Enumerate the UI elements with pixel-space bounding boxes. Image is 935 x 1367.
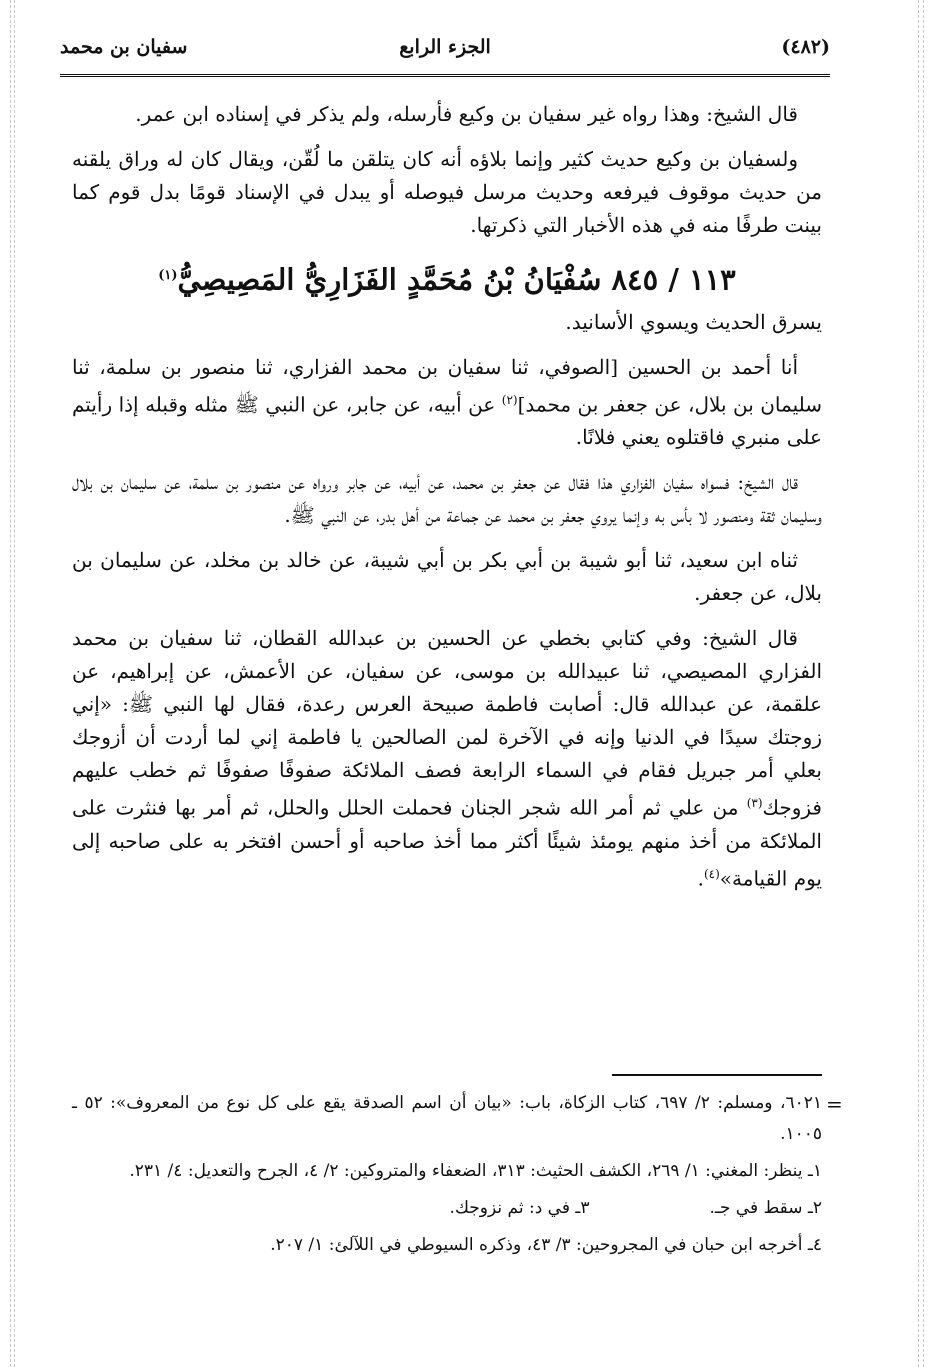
paragraph: ولسفيان بن وكيع حديث كثير وإنما بلاؤه أنه كان يتلقن ما لُقّن، ويقال كان له وراق يلقنه من حديث موقوف فيرفعه وحديث مرسل فيوصله أو يبدل في الإسناد قومًا بدل قوم كما بينت طرفًا منه في هذه الأخبار التي ذكرتها. [72, 147, 822, 237]
footnote: ١ـ ينظر: المغني: ١/ ٢٦٩، الكشف الحثيث: ٣١٣، الضعفاء والمتروكين: ٢/ ٤، الجرح والتعديل: ٤/ ٢٣١. [129, 1161, 822, 1181]
footnote-ref: (٣) [746, 796, 763, 811]
paragraph-text: أنا أحمد بن الحسين [الصوفي، ثنا سفيان بن محمد الفزاري، ثنا منصور بن سلمة، ثنا سليمان بن بلال، عن جعفر بن محمد] [72, 354, 822, 417]
entry-title-text: ١١٣ / ٨٤٥ سُفْيَانُ بْنُ مُحَمَّدٍ الفَزَارِيُّ المَصِيصِيُّ [177, 262, 736, 297]
running-title: سفيان بن محمد [60, 36, 188, 58]
footnote-separator [612, 1074, 822, 1076]
paragraph-text: . [697, 866, 704, 891]
entry-title [72, 254, 822, 302]
footnote: ٣ـ في د: ثم نزوجك. [449, 1198, 590, 1218]
paragraph: قال الشيخ: فسواه سفيان الفزاري هذا فقال عن جعفر بن محمد، عن أبيه، عن جابر ورواه عن منصور بن سلمة، عن سليمان بن بلال وسليمان ثقة ومنصور لا بأس به وإنما يروي جعفر بن محمد عن جماعة من أهل بدر، عن النبي ﷺ. [72, 470, 822, 528]
paragraph: قال الشيخ: وهذا رواه غير سفيان بن وكيع فأرسله، ولم يذكر في إسناده ابن عمر. [135, 102, 798, 126]
paragraph-text: من علي ثم أمر الله شجر الجنان فحملت الحلل والحلل، ثم أمر بها فنثرت على الملائكة من أخذ منهم يومئذ شيئًا أكثر مما أخذ صاحبه أو أحسن افتخر به على صاحبه إلى يوم القيامة» [72, 795, 822, 891]
volume-title: الجزء الرابع [399, 36, 491, 58]
paragraph: يسرق الحديث ويسوي الأسانيد. [565, 309, 822, 334]
paragraph [72, 622, 822, 895]
page-edge-dots [14, 0, 15, 1367]
page-edge-dots [10, 0, 11, 1367]
footnote-ref: (٤) [703, 866, 720, 881]
paragraph [72, 351, 822, 455]
main-text [72, 98, 822, 908]
paragraph-text: قال الشيخ: وفي كتابي بخطي عن الحسين بن عبدالله القطان، ثنا سفيان بن محمد الفزاري المصيصي، ثنا عبيدالله بن موسى، عن سفيان، عن الأعمش، عن إبراهيم، عن علقمة، عن عبدالله قال: أصابت فاطمة صبيحة العرس رعدة، فقال لها النبي ﷺ: «إني زوجتك سيدًا في الدنيا وإنه في الآخرة لمن الصالحين يا فاطمة إني لما أردت أن أزوجك بعلي أمر جبريل فقام في السماء الرابعة فصف الملائكة صفوفًا صفوفًا ثم خطب عليهم فزوجك [72, 626, 823, 820]
paragraph: ثناه ابن سعيد، ثنا أبو شيبة بن أبي بكر بن أبي شيبة، عن خالد بن مخلد، عن سليمان بن بلال، عن جعفر. [72, 548, 822, 606]
footnote-ref: (٢) [501, 392, 518, 407]
footnote-ref: (١) [158, 268, 178, 283]
footnotes [72, 1088, 822, 1267]
continuation-mark: = [826, 1092, 843, 1116]
page-number: (٤٨٢) [781, 36, 830, 58]
page-header [60, 30, 830, 77]
paragraph-text: عن أبيه، عن جابر، عن النبي ﷺ مثله وقبله إذا رأيتم على منبري فاقتلوه يعني فلانًا. [72, 392, 822, 450]
footnote: ٦٠٢١، ومسلم: ٢/ ٦٩٧، كتاب الزكاة، باب: «بيان أن اسم الصدقة يقع على كل نوع من المعروف»: ٥٢ ـ ١٠٠٥. [72, 1093, 822, 1144]
footnote: ٤ـ أخرجه ابن حبان في المجروحين: ٣/ ٤٣، وذكره السيوطي في اللآلئ: ١/ ٢٠٧. [270, 1235, 822, 1255]
footnote: ٢ـ سقط في جـ. [709, 1198, 822, 1218]
page-edge-dots [918, 0, 919, 1367]
page-edge-dots [923, 0, 924, 1367]
footnote-row [72, 1193, 822, 1230]
